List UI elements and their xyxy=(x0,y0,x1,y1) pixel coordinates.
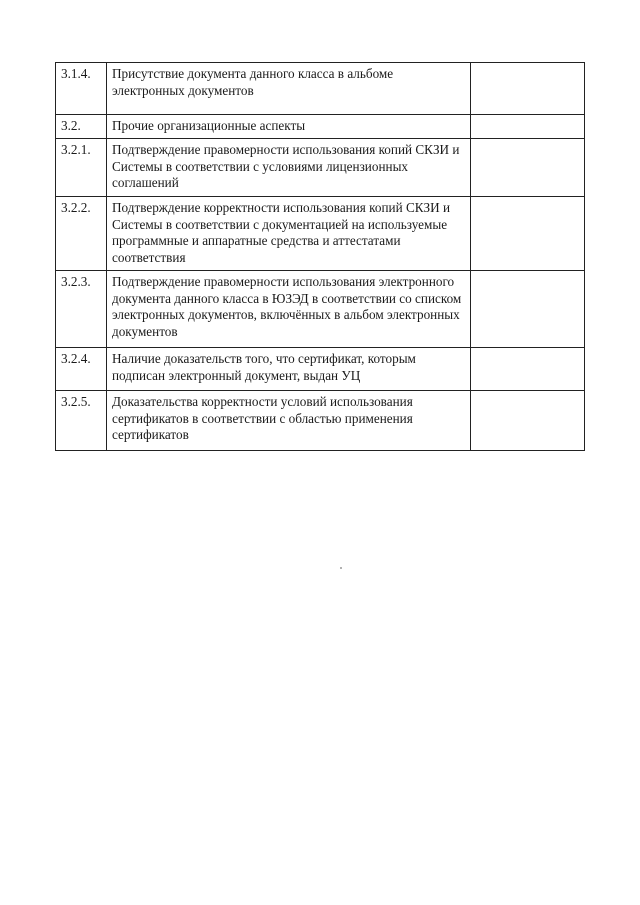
row-text: Подтверждение правомерности использования копий СКЗИ и Системы в соответствии с условиями лицензионных соглашений xyxy=(107,139,471,197)
row-number: 3.2. xyxy=(56,115,107,139)
row-empty-cell xyxy=(471,271,585,348)
row-number: 3.2.1. xyxy=(56,139,107,197)
table-row xyxy=(56,139,585,197)
row-text: Присутствие документа данного класса в альбоме электронных документов xyxy=(107,63,471,115)
table-row xyxy=(56,115,585,139)
row-empty-cell xyxy=(471,197,585,271)
requirements-table xyxy=(55,62,585,451)
row-number: 3.2.3. xyxy=(56,271,107,348)
row-text: Наличие доказательств того, что сертификат, которым подписан электронный документ, выдан УЦ xyxy=(107,348,471,391)
row-empty-cell xyxy=(471,391,585,451)
row-number: 3.2.2. xyxy=(56,197,107,271)
row-text: Доказательства корректности условий использования сертификатов в соответствии с областью применения сертификатов xyxy=(107,391,471,451)
table-row xyxy=(56,197,585,271)
row-number: 3.2.4. xyxy=(56,348,107,391)
row-text: Прочие организационные аспекты xyxy=(107,115,471,139)
row-text: Подтверждение правомерности использования электронного документа данного класса в ЮЗЭД в соответствии со списком электронных документов, включённых в альбом электронных документов xyxy=(107,271,471,348)
table-row xyxy=(56,391,585,451)
row-number: 3.2.5. xyxy=(56,391,107,451)
table-row xyxy=(56,271,585,348)
row-number: 3.1.4. xyxy=(56,63,107,115)
row-empty-cell xyxy=(471,115,585,139)
scan-artifact-dot xyxy=(340,567,342,569)
row-text: Подтверждение корректности использования копий СКЗИ и Системы в соответствии с документацией на используемые программные и аппаратные средства и аттестатами соответствия xyxy=(107,197,471,271)
row-empty-cell xyxy=(471,63,585,115)
row-empty-cell xyxy=(471,348,585,391)
table-row xyxy=(56,63,585,115)
table-row xyxy=(56,348,585,391)
row-empty-cell xyxy=(471,139,585,197)
